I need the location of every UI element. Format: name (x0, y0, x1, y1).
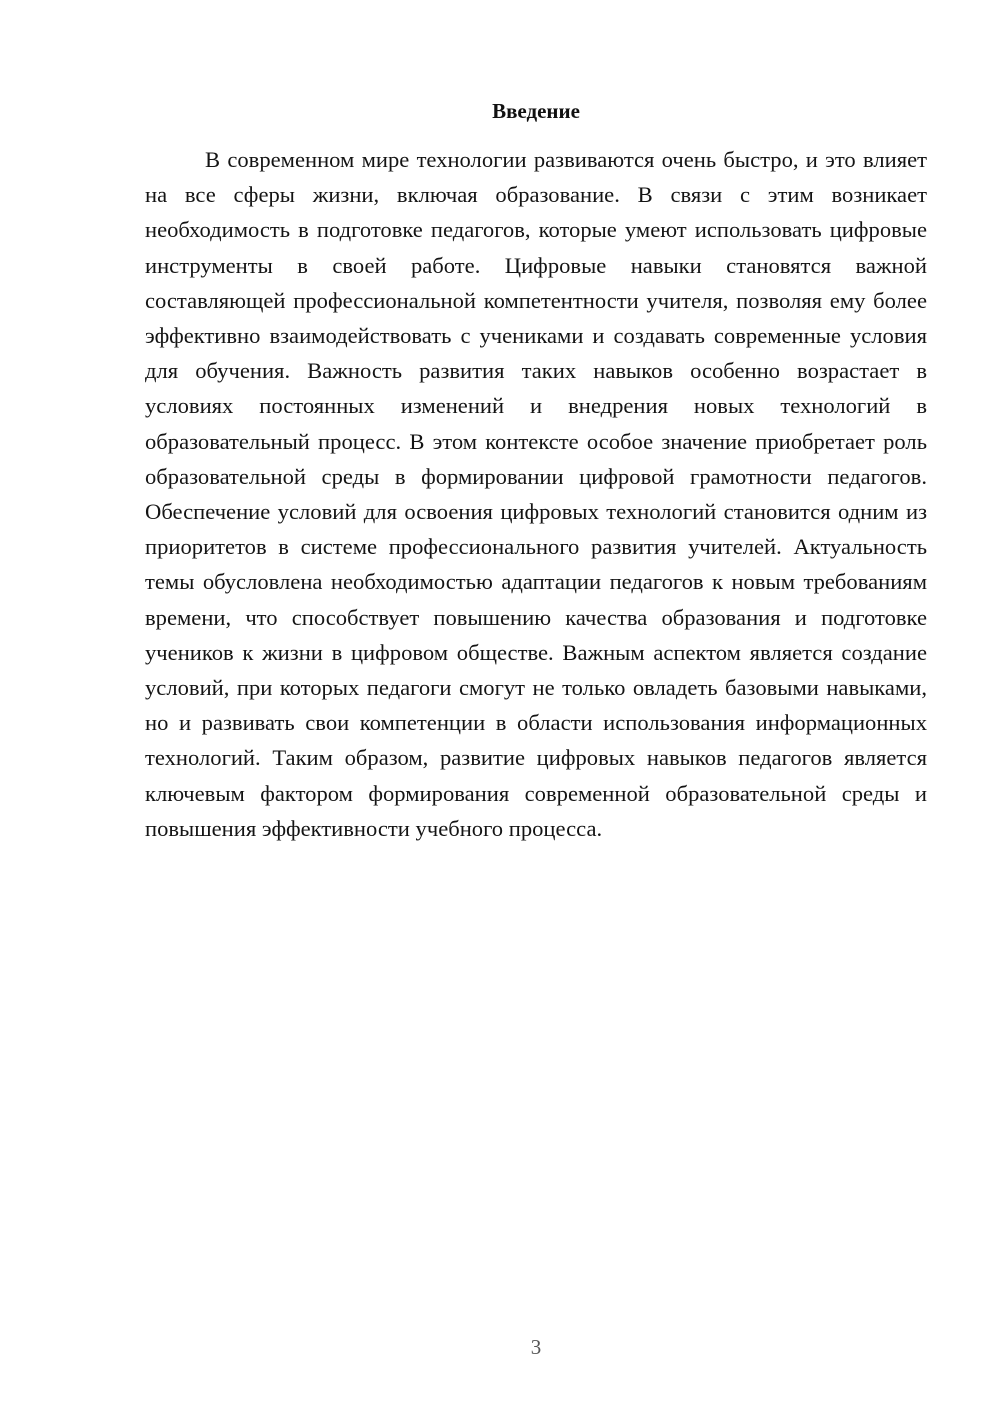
section-heading: Введение (492, 99, 580, 123)
page-number: 3 (530, 1335, 542, 1359)
body-paragraph: В современном мире технологии развиваются очень быстро, и это влияет на все сферы жизни, включая образование. В связи с этим возникает необходимость в подготовке педагогов, которые умеют использовать цифровые инструменты в своей работе. Цифровые навыки становятся важной составляющей профессиональной компетентности учителя, позволяя ему более эффективно взаимодействовать с учениками и создавать современные условия для обучения. Важность развития таких навыков особенно возрастает в условиях постоянных изменений и внедрения новых технологий в образовательный процесс. В этом контексте особое значение приобретает роль образовательной среды в формировании цифровой грамотности педагогов. Обеспечение условий для освоения цифровых технологий становится одним из приоритетов в системе профессионального развития учителей. Актуальность темы обусловлена необходимостью адаптации педагогов к новым требованиям времени, что способствует повышению качества образования и подготовке учеников к жизни в цифровом обществе. Важным аспектом является создание условий, при которых педагоги смогут не только овладеть базовыми навыками, но и развивать свои компетенции в области использования информационных технологий. Таким образом, развитие цифровых навыков педагогов является ключевым фактором формирования современной образовательной среды и повышения эффективности учебного процесса. (145, 147, 927, 841)
